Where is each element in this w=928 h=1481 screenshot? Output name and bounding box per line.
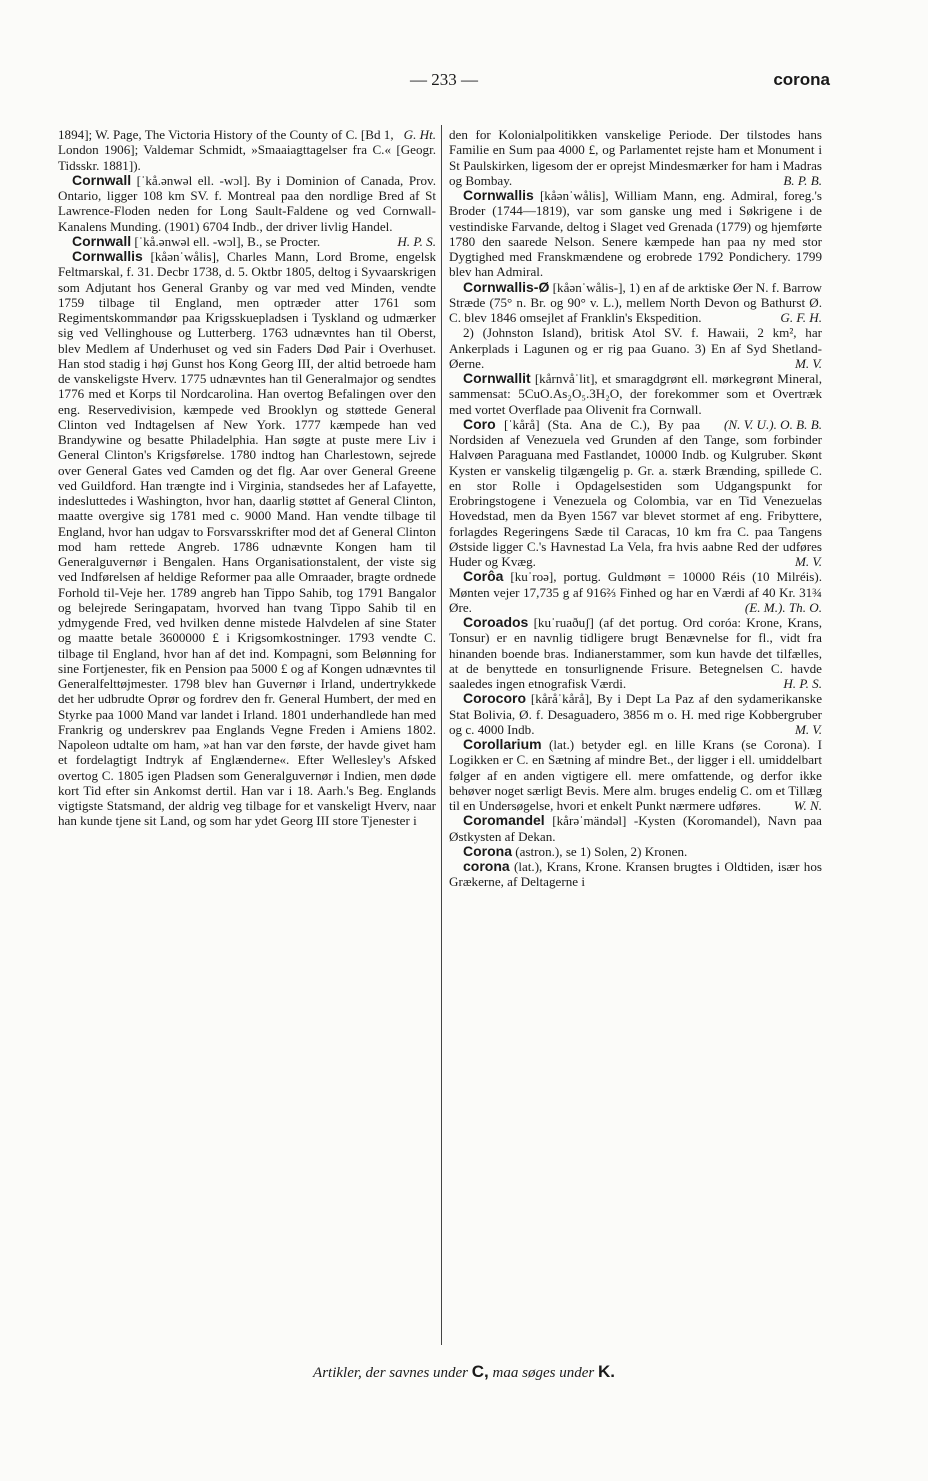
running-head: corona bbox=[773, 70, 830, 89]
page-number: — 233 — bbox=[410, 70, 478, 89]
entry bbox=[449, 813, 822, 844]
entry bbox=[449, 417, 822, 570]
entry bbox=[58, 249, 436, 829]
entry bbox=[449, 188, 822, 280]
entry-headword: Cornwallis bbox=[463, 187, 534, 203]
footer-text: maa søges under bbox=[492, 1365, 595, 1381]
entry-headword: Cornwall bbox=[72, 171, 132, 188]
entry-signature: M. V. bbox=[794, 554, 822, 569]
entry-headword: Corocoro bbox=[463, 690, 526, 707]
entry-text: [kåənˈwålis], William Mann, eng. Admiral, foreg.'s Broder (1744—1819), var som ganske ung med i Søkrigene i de vestindiske Farvande, deltog i Slaget ved Grenada (1779) og hjemførte 1780 den saarede Nelson. Senere kæmpede han paa ny med stor Dygtighed med Franskmændene og erobrede 1792 Pondichery. 1799 blev han Admiral. bbox=[449, 188, 822, 280]
entry-headword: Cornwall bbox=[72, 232, 132, 249]
entry-text: (astron.), se 1) Solen, 2) Kronen. bbox=[515, 843, 688, 859]
entry-text: [kårnvåˈlit], et smaragdgrønt ell. mørkegrønt Mineral, sammensat: 5CuO.As₂O₅.3H₂O, der forekommer som et Overtræk med vortet Overflade paa Olivenit fra Cornwall. bbox=[449, 371, 822, 417]
entry bbox=[449, 325, 822, 371]
entry-headword: Corollarium bbox=[463, 736, 542, 752]
entry-signature: B. P. B. bbox=[783, 172, 822, 188]
entry-headword: Corona bbox=[463, 842, 512, 859]
entry-signature: G. F. H. bbox=[780, 310, 822, 325]
entry-text: [kuˈroə], portug. Guldmønt = 10000 Réis (10 Milréis). Mønten vejer 17,735 g af 916⅔ Finhed og har en Værdi af 40 Kr. 31¾ Øre. bbox=[449, 569, 822, 615]
entry-signature: (E. M.). Th. O. bbox=[744, 599, 822, 615]
entry bbox=[58, 127, 436, 173]
entry-text: [kuˈruaðuʃ] (af det portug. Ord coróa: Krone, Krans, Tonsur) er en navnlig tidligere brugt Benævnelse for fl., vidt fra hinanden boende bras. Indianerstammer, som kun havde det tilfælles, at de benyttede en tonsurlignende Frisure. Betegnelsen C. havde saaledes ingen etnografisk Værdi. bbox=[449, 615, 822, 691]
column-divider bbox=[441, 125, 442, 1345]
entry-headword: Cornwallis bbox=[72, 248, 143, 264]
entry-text: [kåråˈkårå], By i Dept La Paz af den sydamerikanske Stat Bolivia, Ø. f. Desaguadero, 3856 m o. H. med rige Kobbergruber og c. 4000 Indb. bbox=[449, 691, 822, 737]
entry-signature: M. V. bbox=[794, 721, 822, 737]
entry-signature: G. Ht. bbox=[403, 127, 436, 142]
entry-headword: Cornwallit bbox=[463, 370, 531, 386]
entry bbox=[449, 615, 822, 691]
entry-text: [ˈkårå] (Sta. Ana de C.), By paa Nordsiden af Venezuela ved Grunden af den Tange, som forbinder Halvøen Paraguana med Fastlandet, 10000 Indb. og Kulgruber. Skønt Kysten er vanskelig tilgængelig p. Gr. a. stærk Brænding, spillede C. en stor Rolle i Opdagelsestiden som Udgangspunkt for Erobringstogene i Venezuela og Colombia, var en Tid Venezuelas Hovedstad, men da Byen 1567 var blevet stormet af eng. Fribyttere, forlagdes Regeringens Sæde til Caracas, 10 km fra C. paa Tangens Østside ligger C.'s Havnestad La Vela, fra hvis aabne Red der udføres Huder og Kvæg. bbox=[449, 416, 822, 569]
entry bbox=[449, 691, 822, 737]
entry-signature: (N. V. U.). O. B. B. bbox=[724, 416, 822, 432]
entry-headword: Coromandel bbox=[463, 812, 545, 829]
entry-text: [kåənˈwålis], Charles Mann, Lord Brome, engelsk Feltmarskal, f. 31. Decbr 1738, d. 5. Oktbr 1805, deltog i Syvaarskrigen som Adjutant hos General Granby og var med ved Minden, vendte 1759 tilbage til England, men optræder atter 1761 som Regimentskommandør paa Krigsskuepladsen i Tyskland og udmærker sig ved Vellinghouse og Lutterberg. 1763 udnævntes han til Oberst, blev Medlem af Underhuset og ved sin Faders Død Pair i Overhuset. Han stod stadig i høj Gunst hos Kong Georg III, der altid betroede ham de vanskeligste Hverv. 1775 udnævntes han til Generalmajor og sendtes 1776 med et Korps til Nordcarolina. Han overtog Befalingen over den eng. Reservedivision, kæmpede ved Brooklyn og støttede General Clinton ved Indtagelsen af New York. 1777 kæmpede han ved Brandywine og besatte Philadelphia. Han søgte at puste mere Liv i General Clinton's Krigsførelse. 1780 indtog han Charlestown, sejrede over General Gates ved Camden og det flg. Aar over General Greene ved Guildford. Han trængte ind i Virginia, standsedes her af Lafayette, indesluttedes i Washington, hvor han, daarlig støttet af General Clinton, maatte overgive sig 1781 med c. 9000 Mand. Han vendte tilbage til England, hvor han udgav to Forsvarsskrifter mod det af General Clinton mod ham rettede Angreb. 1786 udnævnte Kongen ham til Generalguvernør i Bengalen. Hans Organisationstalent, der viste sig ved Indførelsen af heldige Reformer paa alle Omraader, bragte ordnede Forhold til-Veje her. 1789 angreb han Tippo Sahib, tog 1791 Bangalor og belejrede Seringapatam, hvorved han tvang Tippo Sahib til en ydmygende Fred, ved hvilken denne mistede Halvdelen af sine Stater og maatte betale 3600000 £ i Krigsomkostninger. 1793 vendte C. tilbage til England, hvor han af det ind. Kompagni, som Belønning for sine Fortjenester, fik en Pension paa 5000 £ og af Kongen udnævntes til Generalfelttøjmester. 1798 blev han Guvernør i Irland, undertrykkede det her udbrudte Oprør og fordrev den fr. General Humbert, der med en Styrke paa 1000 Mand var landet i Irland. 1801 underhandlede han med Frankrig og underskrev paa Englands Vegne Freden i Amiens 1802. Napoleon udtalte om ham, »at han var den første, der havde givet ham et fordelagtigt Indtryk af Englænderne«. Efter Wellesley's Afsked overtog C. 1805 igen Pladsen som Generalguvernør i Indien, men døde kort Tid efter sin Ankomst dertil. Han var i 18. Aarh.'s Beg. Englands vigtigste Statsmand, der aldrig veg tilbage for et vanskeligt Hverv, naar han kunde tjene sit Land, og som har ydet Georg III store Tjenester i bbox=[58, 249, 436, 829]
page-footer bbox=[0, 1362, 928, 1382]
entry bbox=[449, 737, 822, 813]
entry-headword: Corôa bbox=[463, 568, 504, 585]
entry-text: (lat.), Krans, Krone. Kransen brugtes i Oldtiden, især hos Grækerne, af Deltagerne i bbox=[449, 859, 822, 890]
entry-text: (lat.) betyder egl. en lille Krans (se Corona). I Logikken er C. en Sætning af mindre Bet., der ligger i ell. umiddelbart følger af en anden vigtigere ell. mere omfattende, og derfor ikke behøver noget særligt Bevis. Mere alm. bruges endelig C. om et Tillæg til en Undersøgelse, hvori et enkelt Punkt nærmere udføres. bbox=[449, 737, 822, 813]
right-column bbox=[449, 127, 822, 1347]
entry-text: [ˈkå.ənwəl ell. -wɔl], B., se Procter. bbox=[134, 233, 321, 249]
entry bbox=[449, 569, 822, 615]
entry-headword: Coroados bbox=[463, 614, 529, 630]
entry-signature: H. P. S. bbox=[783, 676, 822, 691]
entry-text: [kårəˈmändəl] -Kysten (Koromandel), Navn paa Østkysten af Dekan. bbox=[449, 813, 822, 844]
entry-text: den for Kolonialpolitikken vanskelige Periode. Der tilstodes hans Familie en Sum paa 4000 £, og Parlamentet rejste ham et Monument i St Paulskirken, ligesom der er oprejst Mindesmærker for ham i Madras og Bombay. bbox=[449, 127, 822, 188]
entry bbox=[449, 280, 822, 326]
left-column bbox=[58, 127, 436, 1347]
entry-headword: Coro bbox=[463, 415, 496, 432]
footer-letter-k: K. bbox=[597, 1362, 615, 1381]
page-header bbox=[58, 70, 830, 96]
entry-signature: W. N. bbox=[793, 798, 822, 813]
entry-text: 2) (Johnston Island), britisk Atol SV. f. Hawaii, 2 km², har Ankerplads i Lagunen og er rig paa Guano. 3) En af Syd Shetland-Øerne. bbox=[449, 325, 822, 371]
entry-signature: H. P. S. bbox=[397, 233, 436, 249]
entry-headword: corona bbox=[463, 858, 510, 874]
entry bbox=[449, 127, 822, 188]
entry-text: 1894]; W. Page, The Victoria History of the County of C. [Bd 1, London 1906]; Valdemar Schmidt, »Smaaiagttagelser fra C.« [Geogr. Tidsskr. 1881]). bbox=[58, 127, 436, 173]
entry bbox=[449, 844, 822, 859]
entry-signature: M. V. bbox=[794, 355, 822, 371]
entry-text: [kåənˈwålis-], 1) en af de arktiske Øer N. f. Barrow Stræde (75° n. Br. og 90° v. L.), mellem North Devon og Bathurst Ø. C. blev 1846 omsejlet af Franklin's Ekspedition. bbox=[449, 279, 822, 325]
entry-text: [ˈkå.ənwəl ell. -wɔl]. By i Dominion of Canada, Prov. Ontario, ligger 108 km SV. f. Montreal paa den nordlige Bred af St Lawrence-Floden neden for Long Sault-Faldene og ved Cornwall-Kanalens Munding. (1901) 6704 Indb., der driver livlig Handel. bbox=[58, 172, 436, 234]
footer-text: Artikler, der savnes under bbox=[313, 1365, 469, 1381]
footer-letter-c: C, bbox=[471, 1362, 489, 1381]
entry bbox=[449, 859, 822, 890]
entry-headword: Cornwallis-Ø bbox=[463, 278, 550, 295]
